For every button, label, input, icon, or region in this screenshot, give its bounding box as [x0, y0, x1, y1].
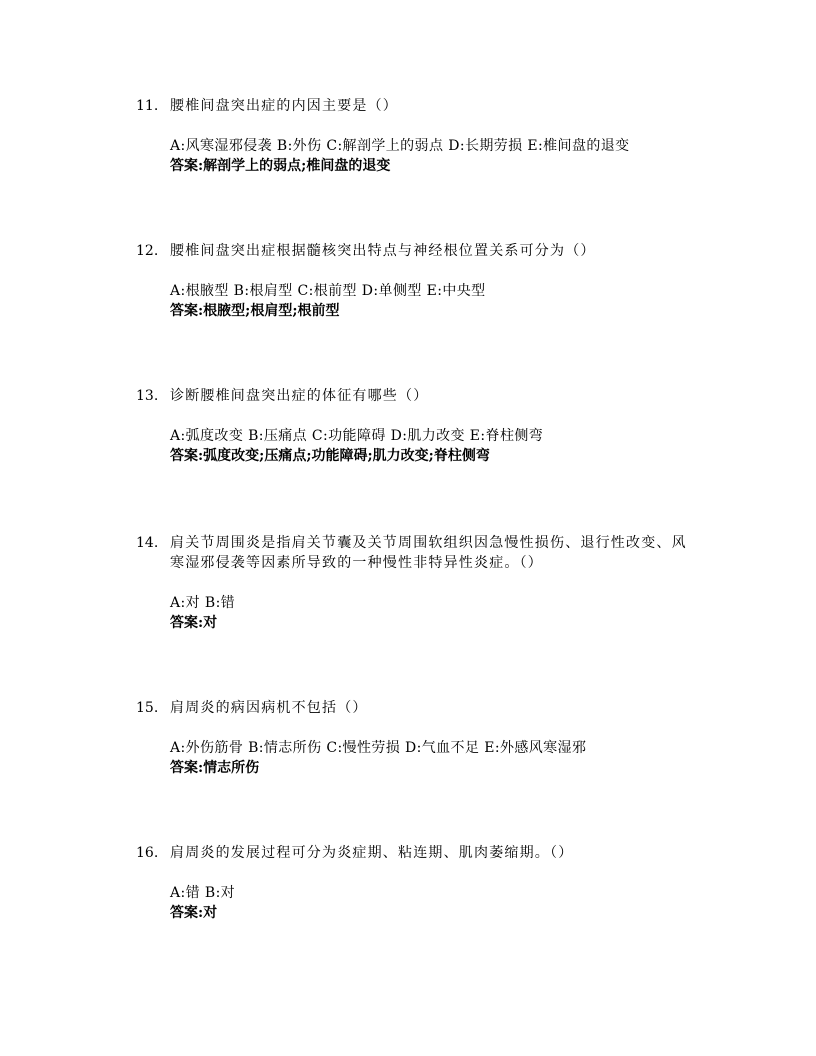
question-answer: 答案:对	[170, 905, 218, 921]
question-text: 肩关节周围炎是指肩关节囊及关节周围软组织因急慢性损伤、退行性改变、风寒湿邪侵袭等因素所导致的一种慢性非特异性炎症。（）	[170, 535, 687, 571]
question-13	[136, 386, 696, 466]
question-text: 腰椎间盘突出症的内因主要是（）	[170, 98, 398, 114]
question-number: 15.	[136, 700, 159, 716]
question-number: 12.	[136, 243, 159, 259]
question-options: A:错 B:对	[170, 885, 236, 901]
question-11	[136, 96, 696, 176]
question-number: 11.	[136, 98, 159, 114]
question-text: 肩周炎的病因病机不包括（）	[170, 700, 368, 716]
question-text: 腰椎间盘突出症根据髓核突出特点与神经根位置关系可分为（）	[170, 243, 596, 259]
question-answer: 答案:解剖学上的弱点;椎间盘的退变	[170, 158, 391, 174]
question-number: 14.	[136, 535, 159, 551]
question-answer: 答案:根腋型;根肩型;根前型	[170, 303, 340, 319]
question-options: A:根腋型 B:根肩型 C:根前型 D:单侧型 E:中央型	[170, 283, 486, 299]
question-16	[136, 843, 696, 923]
question-options: A:风寒湿邪侵袭 B:外伤 C:解剖学上的弱点 D:长期劳损 E:椎间盘的退变	[170, 138, 630, 154]
question-answer: 答案:情志所伤	[170, 760, 260, 776]
question-options: A:对 B:错	[170, 595, 236, 611]
question-14	[136, 533, 696, 633]
question-15	[136, 698, 696, 778]
question-12	[136, 241, 696, 321]
question-text: 肩周炎的发展过程可分为炎症期、粘连期、肌肉萎缩期。（）	[170, 845, 574, 861]
question-text: 诊断腰椎间盘突出症的体征有哪些（）	[170, 388, 429, 404]
question-answer: 答案:对	[170, 615, 218, 631]
question-options: A:弧度改变 B:压痛点 C:功能障碍 D:肌力改变 E:脊柱侧弯	[170, 428, 544, 444]
question-number: 16.	[136, 845, 159, 861]
question-answer: 答案:弧度改变;压痛点;功能障碍;肌力改变;脊柱侧弯	[170, 448, 490, 464]
question-options: A:外伤筋骨 B:情志所伤 C:慢性劳损 D:气血不足 E:外感风寒湿邪	[170, 740, 587, 756]
question-number: 13.	[136, 388, 159, 404]
